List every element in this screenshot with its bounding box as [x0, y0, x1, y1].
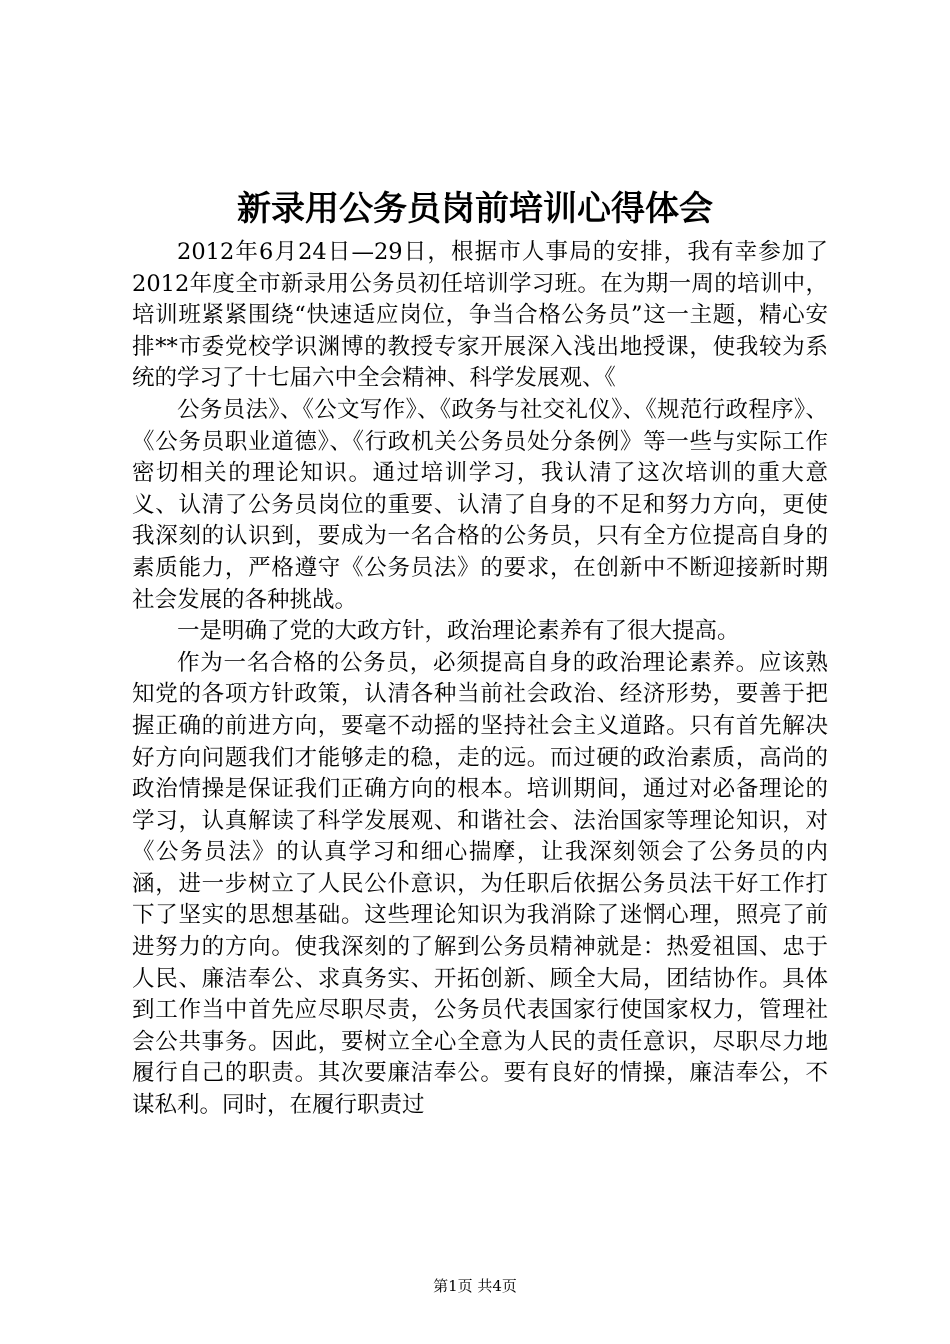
paragraph-continuation: 公务员法》、《公文写作》、《政务与社交礼仪》、《规范行政程序》、《公务员职业道德》、《行政机关公务员处分条例》等一些与实际工作密切相关的理论知识。通过培训学习，我认清了这次培训的重大意义、认清了公务员岗位的重要、认清了自身的不足和努力方向，更使我深刻的认识到，要成为一名合格的公务员，只有全方位提高自身的素质能力，严格遵守《公务员法》的要求，在创新中不断迎接新时期社会发展的各种挑战。	[132, 396, 828, 613]
page-footer: 第1页 共4页	[433, 1277, 517, 1295]
paragraph-heading-one: 一是明确了党的大政方针，政治理论素养有了很大提高。	[177, 618, 740, 645]
paragraph-intro: 2012年6月24日—29日，根据市人事局的安排，我有幸参加了2012年度全市新录用公务员初任培训学习班。在为期一周的培训中，培训班紧紧围绕“快速适应岗位，争当合格公务员”这一主题，精心安排**市委党校学识渊博的教授专家开展深入浅出地授课，使我较为系统的学习了十七届六中全会精神、科学发展观、《	[132, 239, 828, 392]
document-body	[132, 237, 828, 1122]
document-title: 新录用公务员岗前培训心得体会	[237, 189, 713, 229]
paragraph-political-theory: 作为一名合格的公务员，必须提高自身的政治理论素养。应该熟知党的各项方针政策，认清各种当前社会政治、经济形势，要善于把握正确的前进方向，要毫不动摇的坚持社会主义道路。只有首先解决好方向问题我们才能够走的稳，走的远。而过硬的政治素质，高尚的政治情操是保证我们正确方向的根本。培训期间，通过对必备理论的学习，认真解读了科学发展观、和谐社会、法治国家等理论知识，对《公务员法》的认真学习和细心揣摩，让我深刻领会了公务员的内涵，进一步树立了人民公仆意识，为任职后依据公务员法干好工作打下了坚实的思想基础。这些理论知识为我消除了迷惘心理，照亮了前进努力的方向。使我深刻的了解到公务员精神就是：热爱祖国、忠于人民、廉洁奉公、求真务实、开拓创新、顾全大局，团结协作。具体到工作当中首先应尽职尽责，公务员代表国家行使国家权力，管理社会公共事务。因此，要树立全心全意为人民的责任意识，尽职尽力地履行自己的职责。其次要廉洁奉公。要有良好的情操，廉洁奉公，不谋私利。同时，在履行职责过	[132, 649, 828, 1119]
